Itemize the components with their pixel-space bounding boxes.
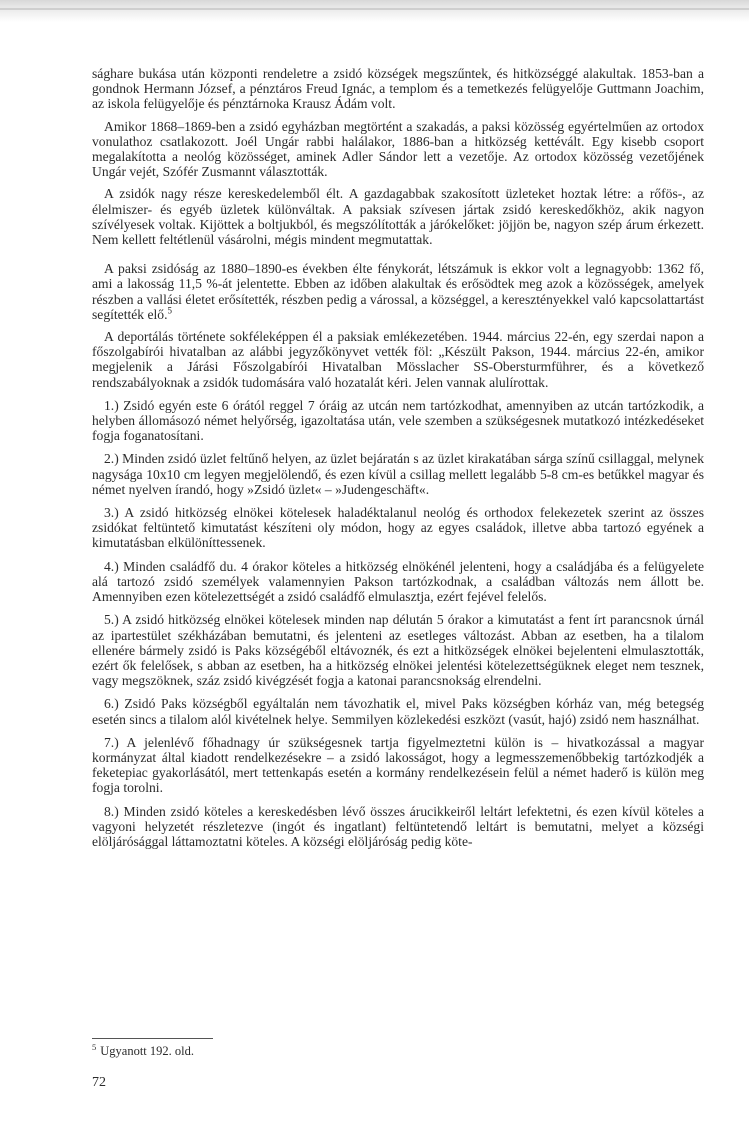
footnote-reference: 5 [167,305,172,316]
paragraph-schism: Amikor 1868–1869-ben a zsidó egyházban megtörtént a szakadás, a paksi közösség egyértelműen az ortodox vonulathoz csatlakozott. Joél Ungár rabbi halálakor, 1886-ban a hitközség kettévált. Egy kisebb csoport megalakította a neológ közösséget, aminek Adler Sándor lett a vezetője. Az ortodox közösség vezetőjének Ungár vejét, Szófér Zusmannt választották. [92,118,704,180]
footnote-mark: 5 [92,1041,97,1052]
footnote [92,1041,194,1058]
paragraph-merchants: A zsidók nagy része kereskedelemből élt. A gazdagabbak szakosított üzleteket hoztak létre: a rőfös-, az élelmiszer- és egyéb üzletek különváltak. A paksiak szívesen jártak zsidó kereskedőkhöz, akik nagyon szívélyesek voltak. Kijöttek a boltjukból, és megszólították a járókelőket: jöjjön be, nagyon szép árum érkezett. Nem kellett feltétlenül vásárolni, mégis mindent megmutattak. [92,186,704,248]
footnote-separator [92,1038,213,1039]
paragraph-intro: sághare bukása után központi rendeletre a zsidó községek megszűntek, és hitközséggé alakultak. 1853-ban a gondnok Hermann József, a pénztáros Freud Ignác, a templom és a temetkezés felügyelője Guttmann Joachim, az iskola felügyelője és pénztárnoka Krausz Ádám volt. [92,66,704,112]
page-number: 72 [92,1075,106,1090]
rule-item: 6.) Zsidó Paks községből egyáltalán nem távozhatik el, mivel Paks községben kórház van, még betegség esetén sincs a tilalom alól kivételnek helye. Semmilyen közlekedési eszközt (vasút, hajó) zsidó nem használhat. [92,696,704,727]
paragraph-peak [92,261,704,322]
paragraph-deportation: A deportálás története sokféleképpen él a paksiak emlékezetében. 1944. március 22-én, egy szerdai napon a főszolgabírói hivatalban az alábbi jegyzőkönyvet vették föl: „Készült Pakson, 1944. március 22-én, amikor megjelenik a Járási Főszolgabírói Hivatalban Mösslacher SS-Obersturmführer, és a következő rendszabályoknak a zsidók tudomására való hozatalát kéri. Jelen vannak alulírottak. [92,329,704,390]
rule-item: 4.) Minden családfő du. 4 órakor köteles a hitközség elnökénél jelenteni, hogy a családjába és a felügyelete alá tartozó zsidó személyek valamennyien Pakson tartózkodnak, a családban változás nem állott be. Amennyiben ezen kötelezettségét a zsidó családfő elmulasztja, ezért fejével felelős. [92,558,704,605]
rule-item: 3.) A zsidó hitközség elnökei kötelesek haladéktalanul neológ és orthodox felekezetek szerint az összes zsidókat feltüntető kimutatást készíteni oly módon, hogy az egyes családok, illetve abba tartozó egyének a kimutatásban elkülöníttessenek. [92,505,704,551]
body-text [92,66,704,849]
rule-item: 2.) Minden zsidó üzlet feltűnő helyen, az üzlet bejáratán s az üzlet kirakatában sárga színű csillaggal, melynek nagysága 10x10 cm legyen megjelölendő, és ezen kívül a csillag mellett legalább 5-8 cm-es betűkkel magyar és német nyelven írandó, hogy »Zsidó üzlet« – »Judengeschäft«. [92,451,704,497]
rule-item: 5.) A zsidó hitközség elnökei kötelesek minden nap délután 5 órakor a kimutatást a fent írt parancsnok úrnál az ipartestület székházában bemutatni, és jelenteni az esetleges változást. Abban az esetben, ha a tilalom ellenére bármely zsidó is Paks községéből eltávoznék, és ezt a hitközségek elnökei bejelenteni elmulasztották, ezért ők felelősek, s abban az esetben, ha a hitközség elnökei jelentési kötelezettségüknek eleget nem tesznek, vagy megszöknek, száz zsidó kivégzését fogja a katonai parancsnokság elrendelni. [92,612,704,689]
scan-top-edge [0,0,749,22]
rule-item: 1.) Zsidó egyén este 6 órától reggel 7 óráig az utcán nem tartózkodhat, amennyiben az utcán tartózkodik, a helyben állomásozó német helyőrség, igazoltatása után, vele szemben a szükségesnek mutatkozó intézkedéseket fogja foganatosítani. [92,397,704,444]
paragraph-peak-text: A paksi zsidóság az 1880–1890-es években élte fénykorát, létszámuk is ekkor volt a legnagyobb: 1362 fő, ami a lakosság 11,5 %-át jelentette. Ebben az időben alakultak és erősödtek meg azok a közösségek, amelyek részben a vallási életet erősítették, részben pedig a várossal, a községgel, a keresztényekkel való kapcsolattartást segítették elő. [92,261,704,322]
rule-item: 8.) Minden zsidó köteles a kereskedésben lévő összes árucikkeiről leltárt lefektetni, és ezen kívül köteles a vagyoni helyzetét részletezve (ingót és ingatlant) feltüntetendő leltárt is bemutatni, melyet a községi elöljárósággal láttamoztatni köteles. A községi elöljáróság pedig köte- [92,803,704,849]
scan-edge-line [0,8,749,10]
rule-item: 7.) A jelenlévő főhadnagy úr szükségesnek tartja figyelmeztetni külön is – hivatkozással a magyar kormányzat által kiadott rendelkezésekre – a zsidó lakosságot, hogy a legmesszemenőbbekig tartózkodjék a feketepiac gyakorlásától, mert tettenkapás esetén a kormány rendelkezésein felül a német haderő is külön meg fogja torolni. [92,734,704,796]
footnote-text: Ugyanott 192. old. [100,1044,194,1058]
